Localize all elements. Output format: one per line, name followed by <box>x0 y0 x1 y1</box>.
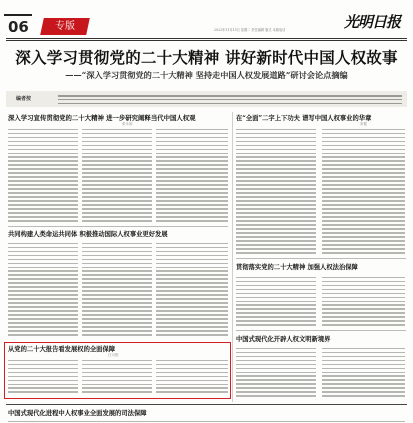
article-byline: 汪习根 <box>108 353 119 357</box>
article-title: 中国式现代化开辟人权文明新境界 <box>236 336 331 343</box>
article-byline: 常健 <box>360 122 367 126</box>
article-body-column <box>236 274 316 328</box>
editor-note <box>6 91 407 107</box>
header-rule <box>6 38 407 39</box>
newspaper-logo: 光明日报 <box>344 13 401 31</box>
article-divider <box>236 330 406 331</box>
article-body-column <box>8 240 78 338</box>
article-body-column <box>236 345 316 401</box>
page-number: 06 <box>8 18 29 36</box>
subtitle: ——“深入学习贯彻党的二十大精神 坚持走中国人权发展道路”研讨会论点摘编 <box>65 70 348 80</box>
article-title: 在“全面”二字上下功夫 谱写中国人权事业的华章 <box>236 115 372 122</box>
column-divider <box>232 112 233 402</box>
editor-note-text <box>58 93 402 104</box>
article-body-column <box>8 357 78 397</box>
dateline: 2022年11月15日 星期二 责任编辑 版式 本版电话 <box>214 28 286 32</box>
article-title-highlighted: 从党的二十大报告看发展权的全面保障 <box>8 346 116 353</box>
article-title: 中国式现代化进程中人权事业全面发展的司法保障 <box>8 410 147 417</box>
article-divider <box>8 226 228 227</box>
bottom-rule <box>6 404 407 405</box>
article-title: 共同构建人类命运共同体 积极推动国际人权事业更好发展 <box>8 231 168 238</box>
main-title: 深入学习贯彻党的二十大精神 讲好新时代中国人权故事 <box>15 48 398 67</box>
article-title: 深入学习宣传贯彻党的二十大精神 进一步研究阐释当代中国人权观 <box>8 114 196 122</box>
article-body-column <box>82 126 152 226</box>
page-header <box>0 0 413 40</box>
article-body-column <box>156 357 228 397</box>
header-rule-thin <box>6 40 407 41</box>
article-body-column <box>82 240 152 338</box>
article-title: 贯彻落实党的二十大精神 加强人权法治保障 <box>236 264 358 271</box>
article-body-column <box>8 418 405 423</box>
article-body-column <box>322 345 405 401</box>
article-body-column <box>82 357 152 397</box>
article-byline: 张永和 <box>122 122 133 126</box>
article-divider <box>236 258 406 259</box>
section-tag <box>40 18 90 35</box>
article-body-column <box>8 126 78 226</box>
section-tag-label: 专版 <box>55 21 75 32</box>
article-body-column <box>156 126 228 226</box>
editor-note-label: 编者按 <box>16 96 32 102</box>
article-body-column <box>236 126 316 258</box>
article-body-column <box>322 274 405 328</box>
article-body-column <box>322 126 405 258</box>
article-body-column <box>156 240 228 338</box>
page-number-rule <box>4 14 32 16</box>
